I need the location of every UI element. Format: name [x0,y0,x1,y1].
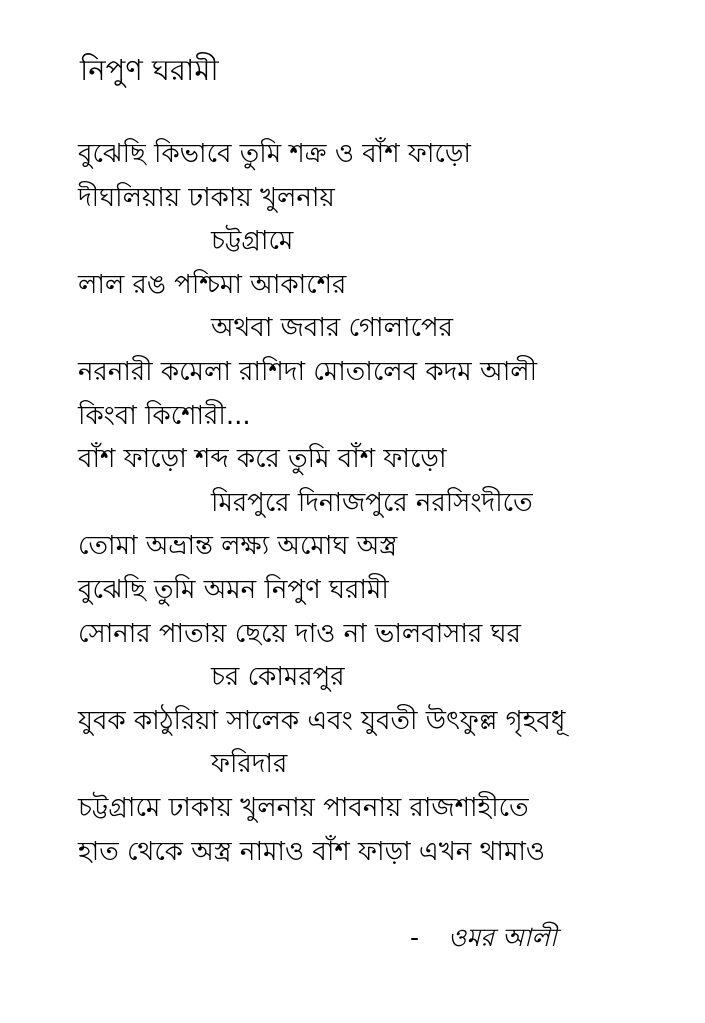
poem-line: চট্টগ্রামে ঢাকায় খুলনায় পাবনায় রাজশাহীতে [78,792,529,823]
poem-title: নিপুণ ঘরামী [80,53,219,87]
poem-line: তোমা অভ্রান্ত লক্ষ্য অমোঘ অস্ত্র [78,531,398,562]
poem-line: কিংবা কিশোরী... [78,400,251,431]
poem-line: হাত থেকে অস্ত্র নামাও বাঁশ ফাড়া এখন থামাও [78,836,546,867]
author-name: ওমর আলী [448,923,557,952]
author-signature [410,918,557,958]
poem-line-indented: চর কোমরপুর [211,662,345,693]
poem-line: যুবক কাঠুরিয়া সালেক এবং যুবতী উৎফুল্ল গৃহবধূ [78,705,566,736]
poem-line-indented: অথবা জবার গোলাপের [211,313,453,344]
poem-line: বাঁশ ফাড়ো শব্দ করে তুমি বাঁশ ফাড়ো [78,444,447,475]
poem-line-indented: চট্টগ্রামে [211,226,294,257]
poem-line: বুঝেছি কিভাবে তুমি শক্র ও বাঁশ ফাড়ো [78,139,471,169]
poem-line-indented: মিরপুরে দিনাজপুরে নরসিংদীতে [211,487,533,518]
signature-dash: - [410,923,420,952]
poem-line-indented: ফরিদার [211,749,288,780]
poem-line: নরনারী কমেলা রাশিদা মোতালেব কদম আলী [78,356,538,387]
poem-line: দীঘলিয়ায় ঢাকায় খুলনায় [78,182,335,213]
poem-line: লাল রঙ পশ্চিমা আকাশের [78,269,347,300]
poem-line: সোনার পাতায় ছেয়ে দাও না ভালবাসার ঘর [78,618,521,649]
poem-line: বুঝেছি তুমি অমন নিপুণ ঘরামী [78,574,389,605]
poem-body [78,133,678,874]
